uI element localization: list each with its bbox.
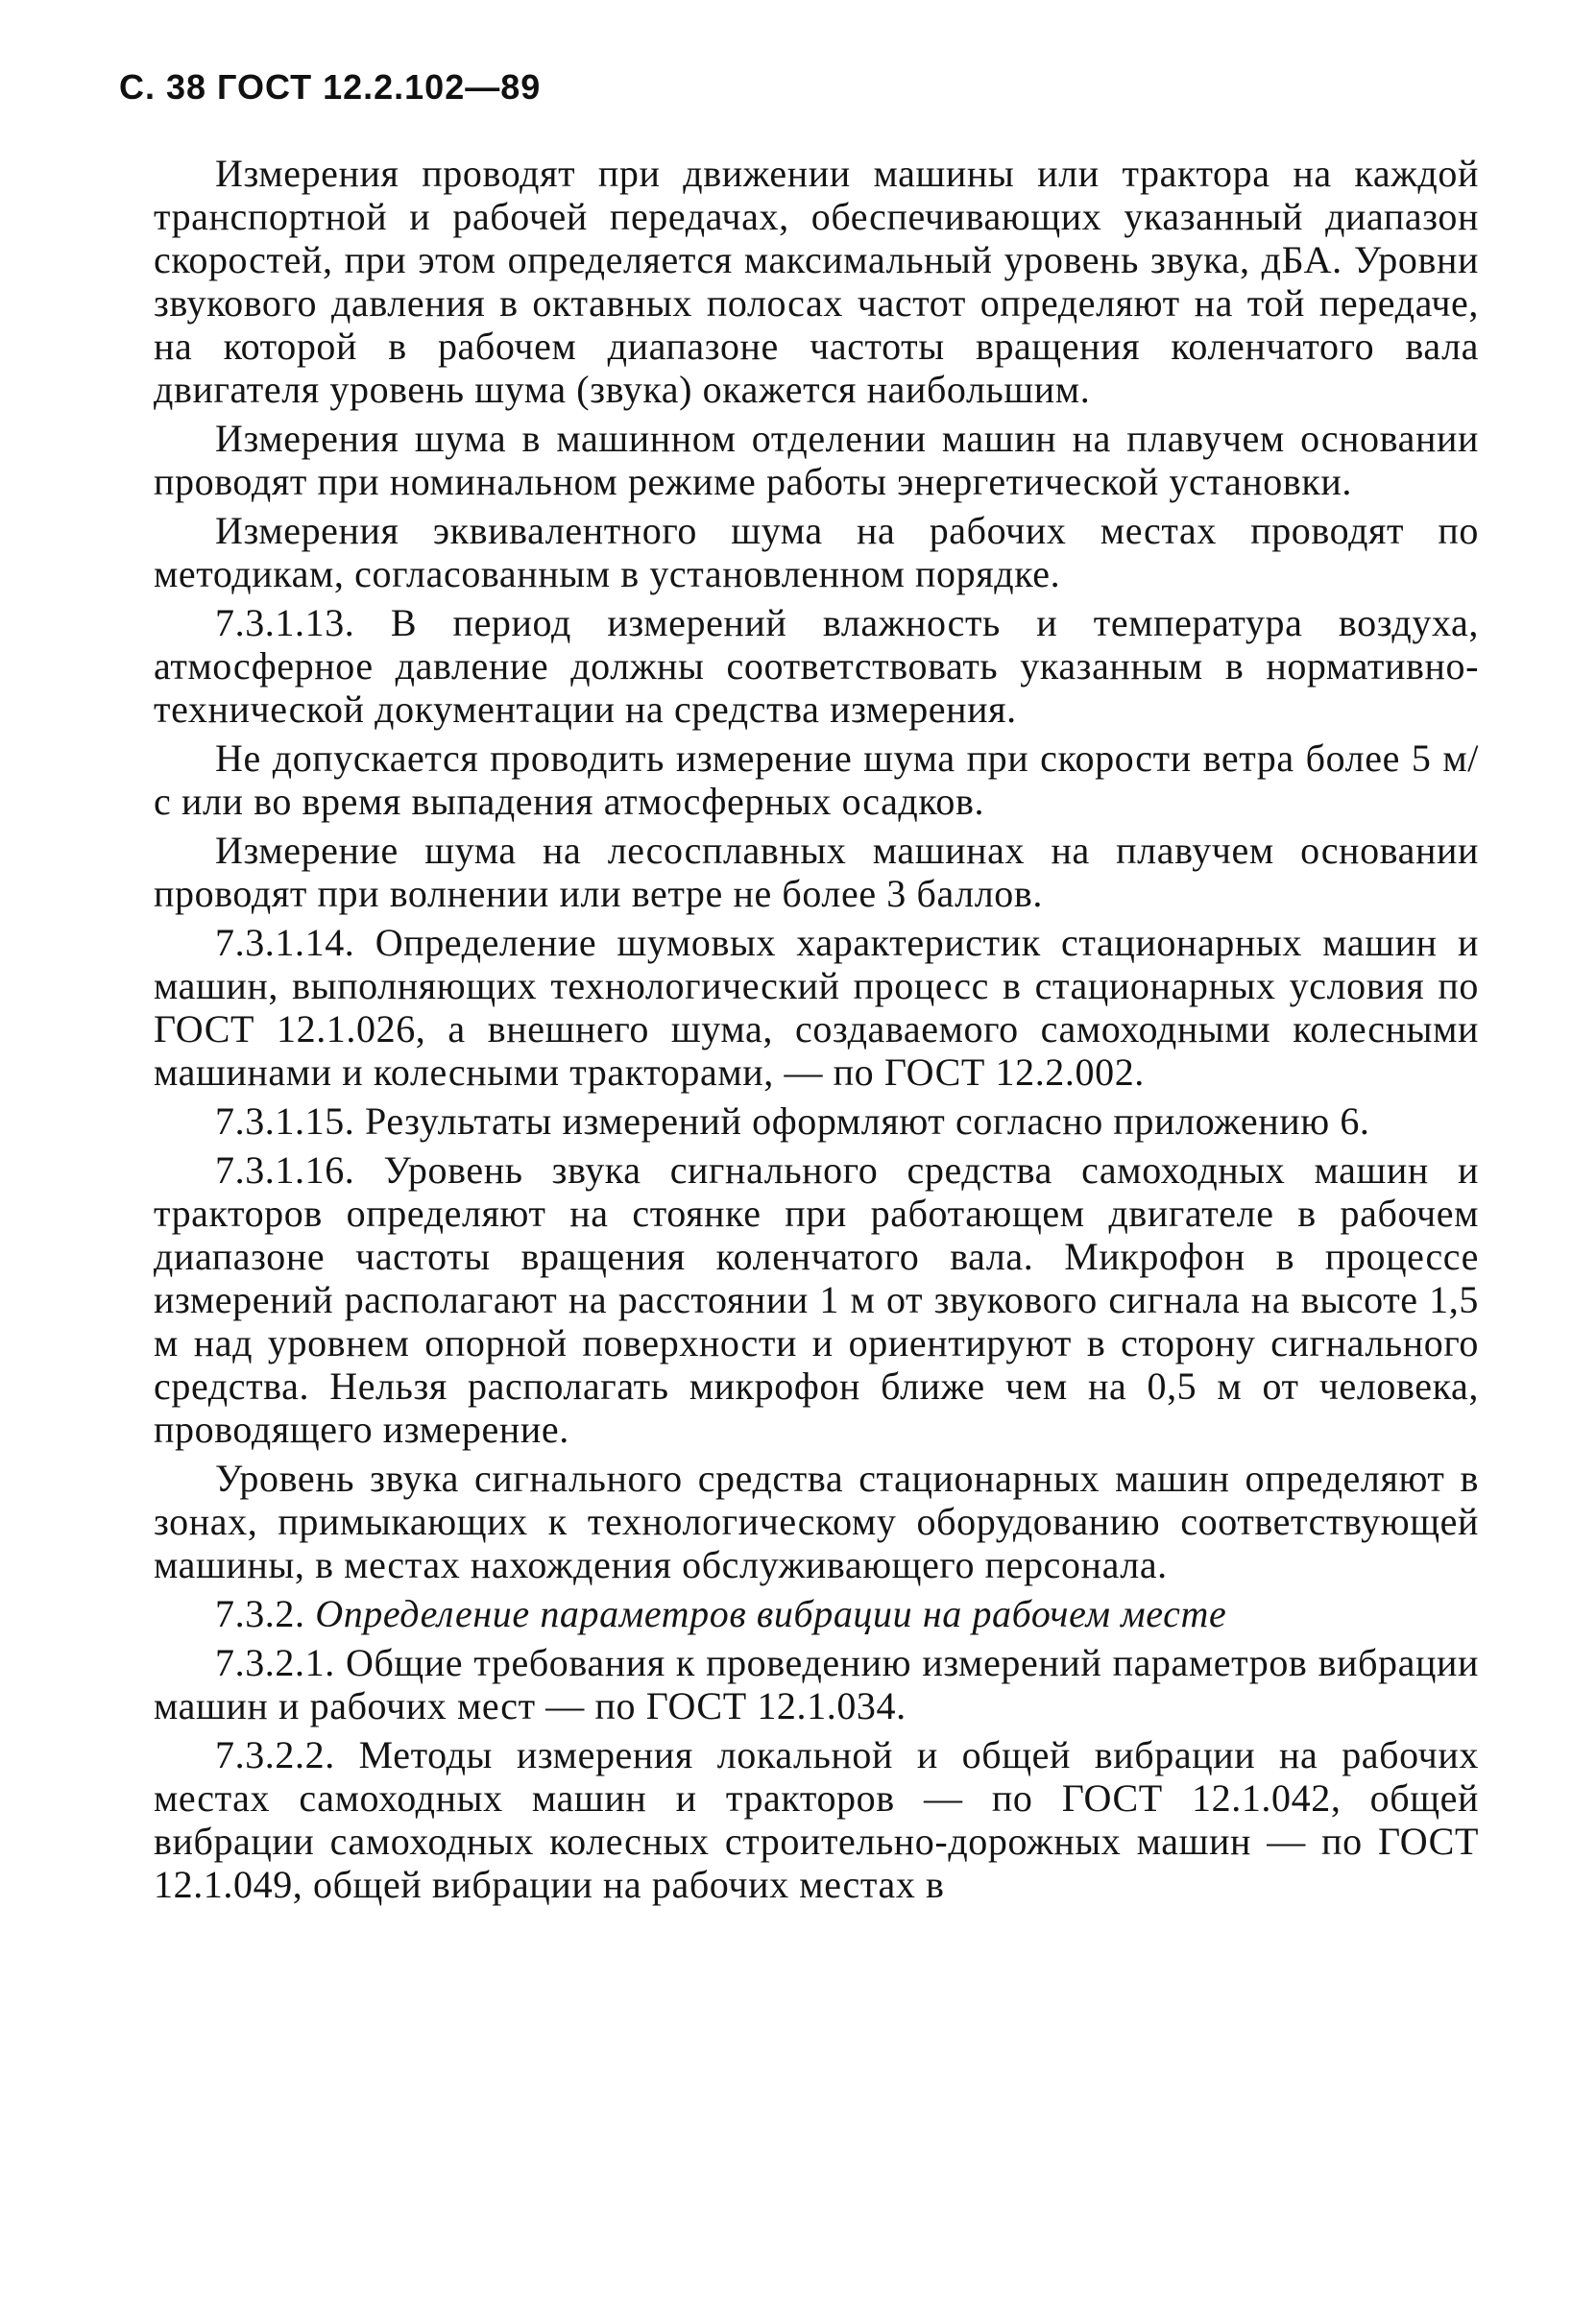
paragraph: Измерение шума на лесосплавных машинах на плавучем основании проводят при волнении или ветре не более 3 баллов. [154,829,1479,915]
paragraph: 7.3.1.13. В период измерений влажность и температура воздуха, атмосферное давление должны соответствовать указанным в нормативно-технической документации на средства измерения. [154,601,1479,731]
paragraph: 7.3.1.16. Уровень звука сигнального средства самоходных машин и тракторов определяют на стоянке при работающем двигателе в рабочем диапазоне частоты вращения коленчатого вала. Микрофон в процессе измерений располагают на расстоянии 1 м от звукового сигнала на высоте 1,5 м над уровнем опорной поверхности и ориентируют в сторону сигнального средства. Нельзя располагать микрофон ближе чем на 0,5 м от человека, проводящего измерение. [154,1148,1479,1451]
paragraph: Не допускается проводить измерение шума при скорости ветра более 5 м/с или во время выпадения атмосферных осадков. [154,736,1479,823]
paragraph: 7.3.1.15. Результаты измерений оформляют согласно приложению 6. [215,1099,1370,1143]
section-number: 7.3.2. [215,1592,305,1635]
paragraph: 7.3.1.14. Определение шумовых характеристик стационарных машин и машин, выполняющих технологический процесс в стационарных условия по ГОСТ 12.1.026, а внешнего шума, создаваемого самоходными колесными машинами и колесными тракторами, — по ГОСТ 12.2.002. [154,921,1479,1094]
running-title: С. 38 ГОСТ 12.2.102—89 [119,67,542,107]
section-title: Определение параметров вибрации на рабочем месте [315,1592,1227,1635]
paragraph: 7.3.2.1. Общие требования к проведению измерений параметров вибрации машин и рабочих мест — по ГОСТ 12.1.034. [154,1641,1479,1727]
paragraph: Уровень звука сигнального средства стационарных машин определяют в зонах, примыкающих к технологическому оборудованию соответствующей машины, в местах нахождения обслуживающего персонала. [154,1457,1479,1586]
body-text [154,152,1479,1912]
section-heading [154,1592,1479,1635]
paragraph: 7.3.2.2. Методы измерения локальной и общей вибрации на рабочих местах самоходных машин и тракторов — по ГОСТ 12.1.042, общей вибрации самоходных колесных строительно-дорожных машин — по ГОСТ 12.1.049, общей вибрации на рабочих местах в [154,1733,1479,1906]
paragraph: Измерения проводят при движении машины или трактора на каждой транспортной и рабочей передачах, обеспечивающих указанный диапазон скоростей, при этом определяется максимальный уровень звука, дБА. Уровни звукового давления в октавных полосах частот определяют на той передаче, на которой в рабочем диапазоне частоты вращения коленчатого вала двигателя уровень шума (звука) окажется наибольшим. [154,152,1479,411]
paragraph: Измерения шума в машинном отделении машин на плавучем основании проводят при номинальном режиме работы энергетической установки. [154,417,1479,503]
paragraph: Измерения эквивалентного шума на рабочих местах проводят по методикам, согласованным в установленном порядке. [154,509,1479,595]
